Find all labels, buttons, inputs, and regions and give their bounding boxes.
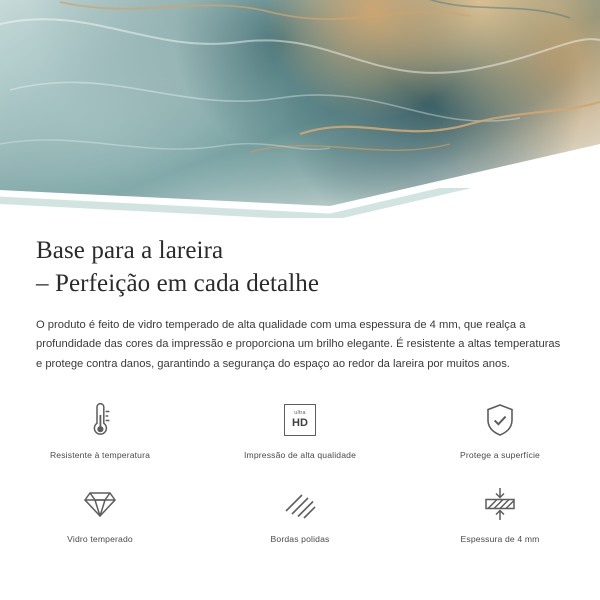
feature-item-tempered-glass bbox=[0, 482, 200, 544]
feature-label: Resistente à temperatura bbox=[49, 450, 151, 460]
feature-grid bbox=[0, 398, 600, 544]
feature-item-polished-edges bbox=[200, 482, 400, 544]
feature-label: Espessura de 4 mm bbox=[460, 534, 540, 544]
hero-image bbox=[0, 0, 600, 218]
sparkle-icon bbox=[522, 178, 564, 218]
polished-edges-icon bbox=[282, 482, 318, 526]
ultra-hd-icon bbox=[284, 398, 316, 442]
feature-item-surface-protection bbox=[400, 398, 600, 460]
feature-item-thickness bbox=[400, 482, 600, 544]
headline-line-1: Base para a lareira bbox=[36, 237, 224, 264]
description-paragraph: O produto é feito de vidro temperado de alta qualidade com uma espessura de 4 mm, que realça a profundidade das cores da impressão e proporciona um brilho elegante. É resistente a altas temperaturas e protege contra danos, garantindo a segurança do espaço ao redor da lareira por muitos anos. bbox=[36, 319, 561, 370]
content-block bbox=[0, 218, 600, 374]
feature-item-temperature bbox=[0, 398, 200, 460]
feature-label: Bordas polidas bbox=[270, 534, 330, 544]
hd-label: HD bbox=[292, 416, 308, 429]
headline-line-2: – Perfeição em cada detalhe bbox=[36, 270, 320, 297]
feature-label: Vidro temperado bbox=[67, 534, 133, 544]
feature-label: Protege a superfície bbox=[460, 450, 540, 460]
marble-abstract-glass-panel bbox=[0, 0, 600, 206]
thermometer-icon bbox=[83, 398, 117, 442]
ultra-label: ultra bbox=[294, 410, 306, 417]
feature-item-print-quality bbox=[200, 398, 400, 460]
shield-check-icon bbox=[483, 398, 517, 442]
page-title bbox=[0, 218, 600, 300]
thickness-icon bbox=[480, 482, 520, 526]
diamond-icon bbox=[82, 482, 118, 526]
feature-label: Impressão de alta qualidade bbox=[243, 450, 357, 460]
